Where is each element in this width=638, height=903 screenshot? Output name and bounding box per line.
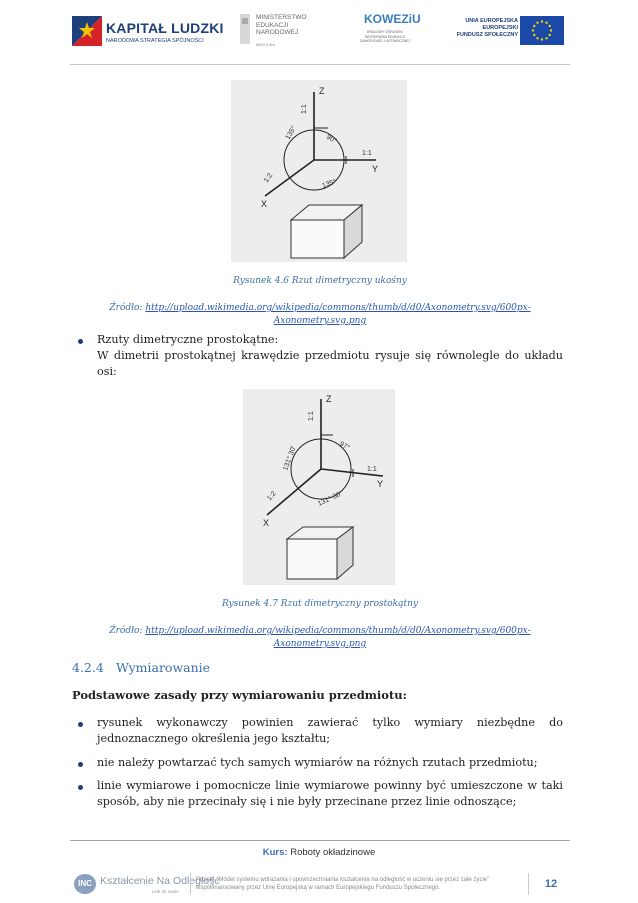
angle-label-left: 131° 30' [282,445,298,472]
ministry-emblem-icon [238,14,252,44]
kapital-ludzki-title: KAPITAŁ LUDZKI [106,20,224,36]
bullet-icon [78,722,83,727]
z-axis-label: Z [319,86,325,96]
eu-logo [458,16,564,46]
project-description: Projekt „Model systemu wdrażania i upowszechniania kształcenia na odległość w uczeniu się przez całe życie” współfinansowany przez Unię Europejską w ramach Europejskiego Funduszu Społecznego. [196,877,490,891]
kapital-ludzki-logo [72,14,224,50]
kapital-ludzki-subtitle: NARODOWA STRATEGIA SPÓJNOŚCI [106,38,204,44]
x-ratio-label: 1:2 [262,172,275,185]
distance-learning-logo [74,872,220,898]
oblique-cube-icon [291,205,362,258]
distance-learning-icon: INC [74,874,96,894]
bullet-icon [78,339,83,344]
angle-label-left: 135° [284,124,298,141]
x-axis-label: X [261,199,268,209]
distance-learning-name: Kształcenie Na Odległość [100,875,220,887]
rectangular-dimetric-diagram [243,389,395,585]
footer-separator [190,873,191,895]
dimetric-rectangular-paragraph [97,332,563,380]
footer-separator [528,873,529,895]
footer-divider [70,840,570,841]
z-axis-label: Z [326,394,332,404]
kowezu-logo [356,10,421,54]
section-heading [72,660,210,675]
rules-heading: Podstawowe zasady przy wymiarowaniu przedmiotu: [72,688,407,702]
oblique-dimetric-diagram [231,80,407,262]
figure-2-source [100,625,540,651]
distance-learning-subtitle: Link do nauki [152,889,179,894]
figure-oblique-dimetric [231,80,407,262]
section-title: Wymiarowanie [116,660,211,675]
rule-item: nie należy powtarzać tych samych wymiarów na różnych rzutach przedmiotu; [97,756,538,769]
figure-1-source-link[interactable]: http://upload.wikimedia.org/wikipedia/commons/thumb/d/d0/Axonometry.svg/600px-Axonometry.svg.png [145,303,531,326]
eu-flag-icon [520,16,564,45]
figure-1-source [100,302,540,328]
course-label [0,847,638,858]
eu-text: UNIA EUROPEJSKA EUROPEJSKI FUNDUSZ SPOŁECZNY [456,18,518,38]
kowezu-subtitle: KRAJOWY OŚRODEK WSPIERANIA EDUKACJI ZAWODOWEJ I USTAWICZNEJ [359,30,411,43]
rule-item: linie wymiarowe i pomocnicze linie wymiarowe powinny być umieszczone w taki sposób, aby nie przecinały się i nie były przecinane przez linie odnoszące; [97,779,563,808]
figure-rectangular-dimetric [243,389,395,585]
y-axis-label: Y [372,164,379,174]
x-ratio-label: 1:2 [266,490,278,503]
kowezu-title: KOWEZiU [364,12,421,26]
bullet-icon [78,785,83,790]
y-ratio-label: 1:1 [362,150,372,157]
figure-1-source-label: Źródło: [109,303,146,313]
ministry-subtitle: MEN 0.6m [256,42,275,47]
kapital-ludzki-flag-icon [72,16,102,46]
ministry-name: MINISTERSTWO EDUKACJI NARODOWEJ [256,14,307,36]
z-ratio-label: 1:1 [308,411,315,421]
figure-2-caption: Rysunek 4.7 Rzut dimetryczny prostokątny [221,599,418,609]
z-ratio-label: 1:1 [301,104,308,114]
bullet-icon [78,762,83,767]
dimetric-rectangular-title: Rzuty dimetryczne prostokątne: [97,333,279,346]
course-name: Roboty okładzinowe [287,847,376,858]
ministry-logo [238,12,314,52]
y-axis-label: Y [377,479,384,489]
figure-2-source-label: Źródło: [109,626,146,636]
angle-label-bottom: 131° 30' [316,490,343,508]
header-divider [70,64,570,65]
page-number: 12 [544,878,558,890]
angle-label-right: 90° [325,133,338,146]
x-axis-label: X [263,518,270,528]
rectangular-cube-icon [287,527,353,579]
rule-item: rysunek wykonawczy powinien zawierać tylko wymiary niezbędne do jednoznacznego określenia jego kształtu; [97,716,563,745]
angle-label-right: 97° [338,440,351,453]
figure-1-caption: Rysunek 4.6 Rzut dimetryczny ukośny [233,276,407,286]
y-ratio-label: 1:1 [367,466,377,473]
course-label-prefix: Kurs: [262,847,288,858]
dimetric-rectangular-body: W dimetrii prostokątnej krawędzie przedmiotu rysuje się równolegle do układu osi: [97,349,563,378]
figure-2-source-link[interactable]: http://upload.wikimedia.org/wikipedia/commons/thumb/d/d0/Axonometry.svg/600px-Axonometry.svg.png [145,626,531,649]
angle-label-bottom: 135° [321,178,338,190]
section-number: 4.2.4 [72,660,104,675]
